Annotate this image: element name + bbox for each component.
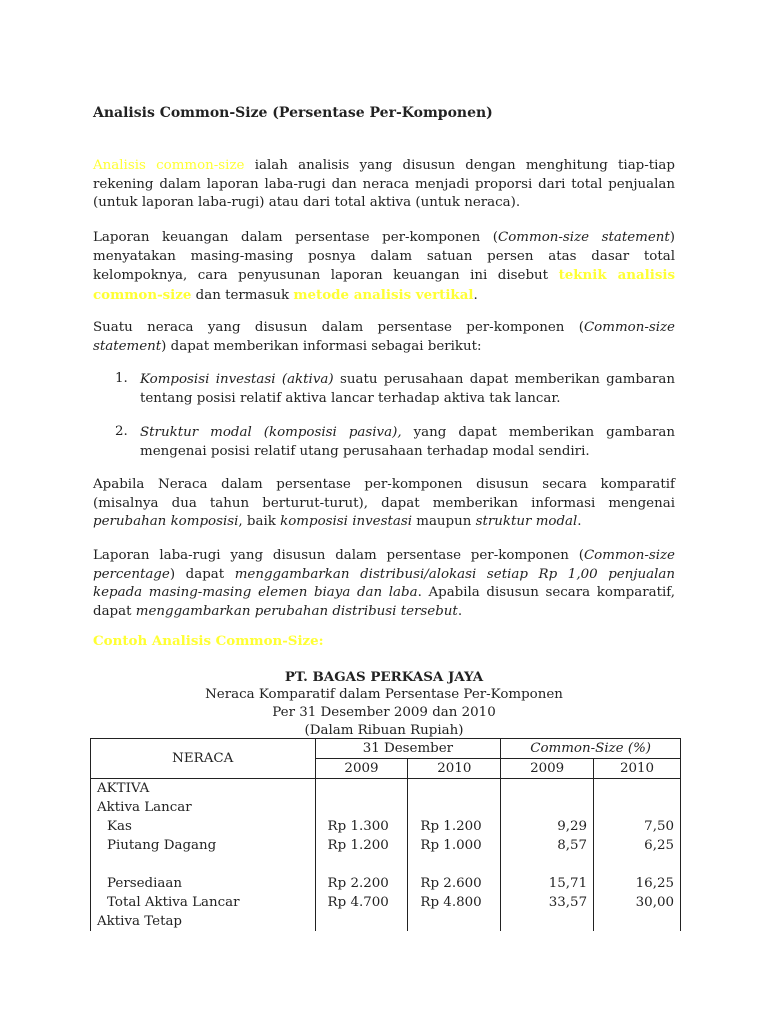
statement-period: Per 31 Desember 2009 dan 2010 <box>272 705 496 720</box>
table-row <box>91 912 681 931</box>
row-label <box>91 855 316 874</box>
table-row <box>91 817 681 836</box>
value-2010: Rp 4.800 <box>408 893 501 912</box>
column-header-neraca: NERACA <box>91 739 316 779</box>
common-size-2010 <box>594 855 681 874</box>
value-2009: Rp 1.200 <box>315 836 408 855</box>
statement-subtitle: Neraca Komparatif dalam Persentase Per-Komponen <box>205 687 563 702</box>
row-label: Kas <box>91 817 316 836</box>
column-header-year: 2010 <box>408 759 501 779</box>
common-size-2009: 8,57 <box>501 836 594 855</box>
highlight-term: Analisis common-size <box>93 158 245 173</box>
column-header-year: 2010 <box>594 759 681 779</box>
value-2010 <box>408 912 501 931</box>
common-size-2009 <box>501 912 594 931</box>
value-2010 <box>408 855 501 874</box>
statement-header <box>93 668 675 740</box>
paragraph-definition: Analisis common-size ialah analisis yang disusun dengan menghitung tiap-tiap rekening dalam laporan laba-rugi dan neraca menjadi proporsi dari total penjualan (untuk laporan laba-rugi) atau dari total aktiva (untuk neraca). <box>93 158 675 210</box>
value-2009 <box>315 779 408 799</box>
row-label: Piutang Dagang <box>91 836 316 855</box>
value-2009: Rp 1.300 <box>315 817 408 836</box>
value-2009 <box>315 798 408 817</box>
row-label: AKTIVA <box>91 779 316 799</box>
list-item: 1. Komposisi investasi (aktiva) suatu perusahaan dapat memberikan gambaran tentang posisi relatif aktiva lancar terhadap aktiva tak lancar. <box>115 371 676 406</box>
common-size-2010: 6,25 <box>594 836 681 855</box>
paragraph-komparatif: Apabila Neraca dalam persentase per-komponen disusun secara komparatif (misalnya dua tahun berturut-turut), dapat memberikan informasi mengenai perubahan komposisi, baik komposisi investasi maupun struktur modal. <box>93 477 675 529</box>
row-label: Aktiva Lancar <box>91 798 316 817</box>
value-2009: Rp 2.200 <box>315 874 408 893</box>
common-size-2010: 30,00 <box>594 893 681 912</box>
column-header-year: 2009 <box>315 759 408 779</box>
table-row <box>91 874 681 893</box>
statement-unit: (Dalam Ribuan Rupiah) <box>304 723 464 738</box>
table-row <box>91 855 681 874</box>
common-size-2010 <box>594 779 681 799</box>
common-size-2010: 16,25 <box>594 874 681 893</box>
value-2009 <box>315 855 408 874</box>
list-item: 2. Struktur modal (komposisi pasiva), yang dapat memberikan gambaran mengenai posisi relatif utang perusahaan terhadap modal sendiri. <box>115 424 675 459</box>
table-row <box>91 798 681 817</box>
value-2010 <box>408 779 501 799</box>
column-header-date: 31 Desember <box>315 739 501 759</box>
table-row <box>91 836 681 855</box>
paragraph-common-size-statement: Laporan keuangan dalam persentase per-komponen (Common-size statement) menyatakan masing-masing posnya dalam satuan persen atas dasar total kelompoknya, cara penyusunan laporan keuangan ini disebut teknik analisis common-size dan termasuk metode analisis vertikal. <box>93 230 675 303</box>
highlight-term: metode analisis vertikal <box>293 286 474 303</box>
column-header-common-size: Common-Size (%) <box>501 739 681 759</box>
company-name: PT. BAGAS PERKASA JAYA <box>284 669 484 685</box>
common-size-2010 <box>594 912 681 931</box>
balance-sheet-table <box>90 738 681 931</box>
table-row <box>91 779 681 799</box>
common-size-2009: 33,57 <box>501 893 594 912</box>
value-2009: Rp 4.700 <box>315 893 408 912</box>
row-label: Persediaan <box>91 874 316 893</box>
value-2010: Rp 2.600 <box>408 874 501 893</box>
value-2009 <box>315 912 408 931</box>
value-2010 <box>408 798 501 817</box>
row-label: Aktiva Tetap <box>91 912 316 931</box>
common-size-2009: 15,71 <box>501 874 594 893</box>
column-header-year: 2009 <box>501 759 594 779</box>
common-size-2009 <box>501 855 594 874</box>
example-heading: Contoh Analisis Common-Size: <box>93 633 324 649</box>
document-title: Analisis Common-Size (Persentase Per-Komponen) <box>93 105 493 121</box>
value-2010: Rp 1.000 <box>408 836 501 855</box>
value-2010: Rp 1.200 <box>408 817 501 836</box>
paragraph-laba-rugi: Laporan laba-rugi yang disusun dalam persentase per-komponen (Common-size percentage) dapat menggambarkan distribusi/alokasi setiap Rp 1,00 penjualan kepada masing-masing elemen biaya dan laba. Apabila disusun secara komparatif, dapat menggambarkan perubahan distribusi tersebut. <box>93 548 675 619</box>
common-size-2009 <box>501 798 594 817</box>
table-row <box>91 893 681 912</box>
common-size-2010: 7,50 <box>594 817 681 836</box>
common-size-2010 <box>594 798 681 817</box>
highlight-term: teknik analisis common-size <box>93 267 675 303</box>
common-size-2009 <box>501 779 594 799</box>
paragraph-neraca-info: Suatu neraca yang disusun dalam persentase per-komponen (Common-size statement) dapat memberikan informasi sebagai berikut: <box>93 320 675 354</box>
row-label: Total Aktiva Lancar <box>91 893 316 912</box>
common-size-2009: 9,29 <box>501 817 594 836</box>
